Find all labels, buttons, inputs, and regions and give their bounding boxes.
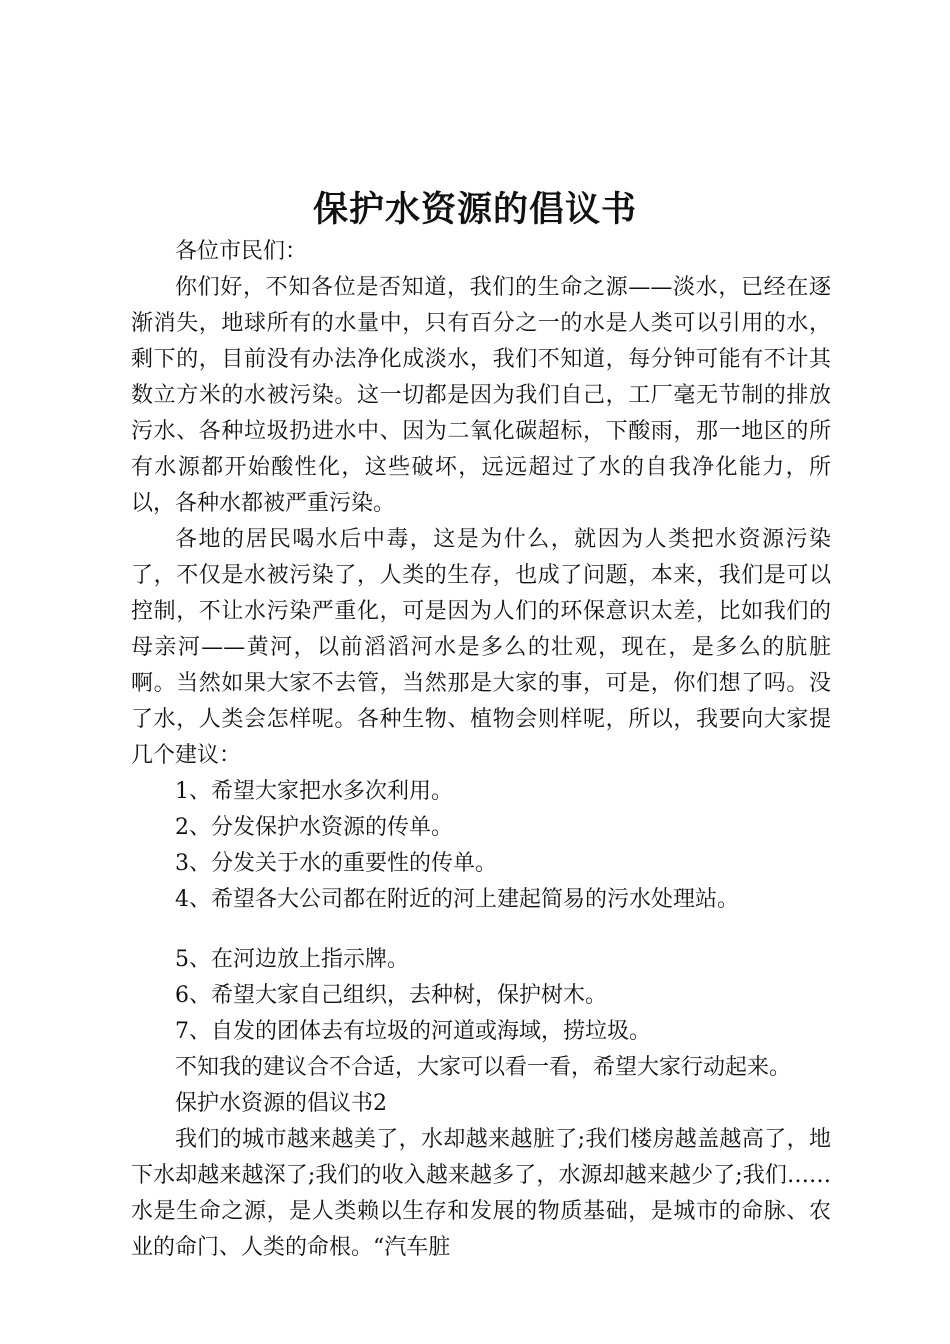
body-paragraph: 我们的城市越来越美了，水却越来越脏了;我们楼房越盖越高了，地下水却越来越深了;我们的收入越来越多了，水源却越来越少了;我们……水是生命之源，是人类赖以生存和发展的物质基础，是城市的命脉、农业的命门、人类的命根。“汽车脏 (131, 1127, 831, 1260)
suggestion-item: 5、在河边放上指示牌。 (175, 947, 409, 972)
suggestion-item: 7、自发的团体去有垃圾的河道或海域，捞垃圾。 (175, 1019, 651, 1044)
closing-paragraph: 不知我的建议合不合适，大家可以看一看，希望大家行动起来。 (175, 1055, 792, 1080)
body-paragraph: 各地的居民喝水后中毒，这是为什么，就因为人类把水资源污染了，不仅是水被污染了，人类的生存，也成了问题，本来，我们是可以控制，不让水污染严重化，可是因为人们的环保意识太差，比如我们的母亲河——黄河，以前滔滔河水是多么的壮观，现在，是多么的肮脏啊。当然如果大家不去管，当然那是大家的事，可是，你们想了吗。没了水，人类会怎样呢。各种生物、植物会则样呢，所以，我要向大家提几个建议： (131, 527, 831, 768)
suggestion-item: 1、希望大家把水多次利用。 (175, 779, 453, 804)
suggestion-item: 4、希望各大公司都在附近的河上建起简易的污水处理站。 (175, 887, 739, 912)
document-title: 保护水资源的倡议书 (312, 190, 637, 230)
suggestion-item: 3、分发关于水的重要性的传单。 (175, 851, 497, 876)
section-heading: 保护水资源的倡议书2 (175, 1091, 387, 1116)
document-body (131, 234, 831, 1266)
body-paragraph: 你们好，不知各位是否知道，我们的生命之源——淡水，已经在逐渐消失，地球所有的水量中，只有百分之一的水是人类可以引用的水，剩下的，目前没有办法净化成淡水，我们不知道，每分钟可能有不计其数立方米的水被污染。这一切都是因为我们自己，工厂毫无节制的排放污水、各种垃圾扔进水中、因为二氧化碳超标，下酸雨，那一地区的所有水源都开始酸性化，这些破坏，远远超过了水的自我净化能力，所以，各种水都被严重污染。 (131, 275, 831, 516)
suggestion-item: 6、希望大家自己组织，去种树，保护树木。 (175, 983, 607, 1008)
salutation: 各位市民们： (175, 239, 308, 264)
suggestion-item: 2、分发保护水资源的传单。 (175, 815, 453, 840)
